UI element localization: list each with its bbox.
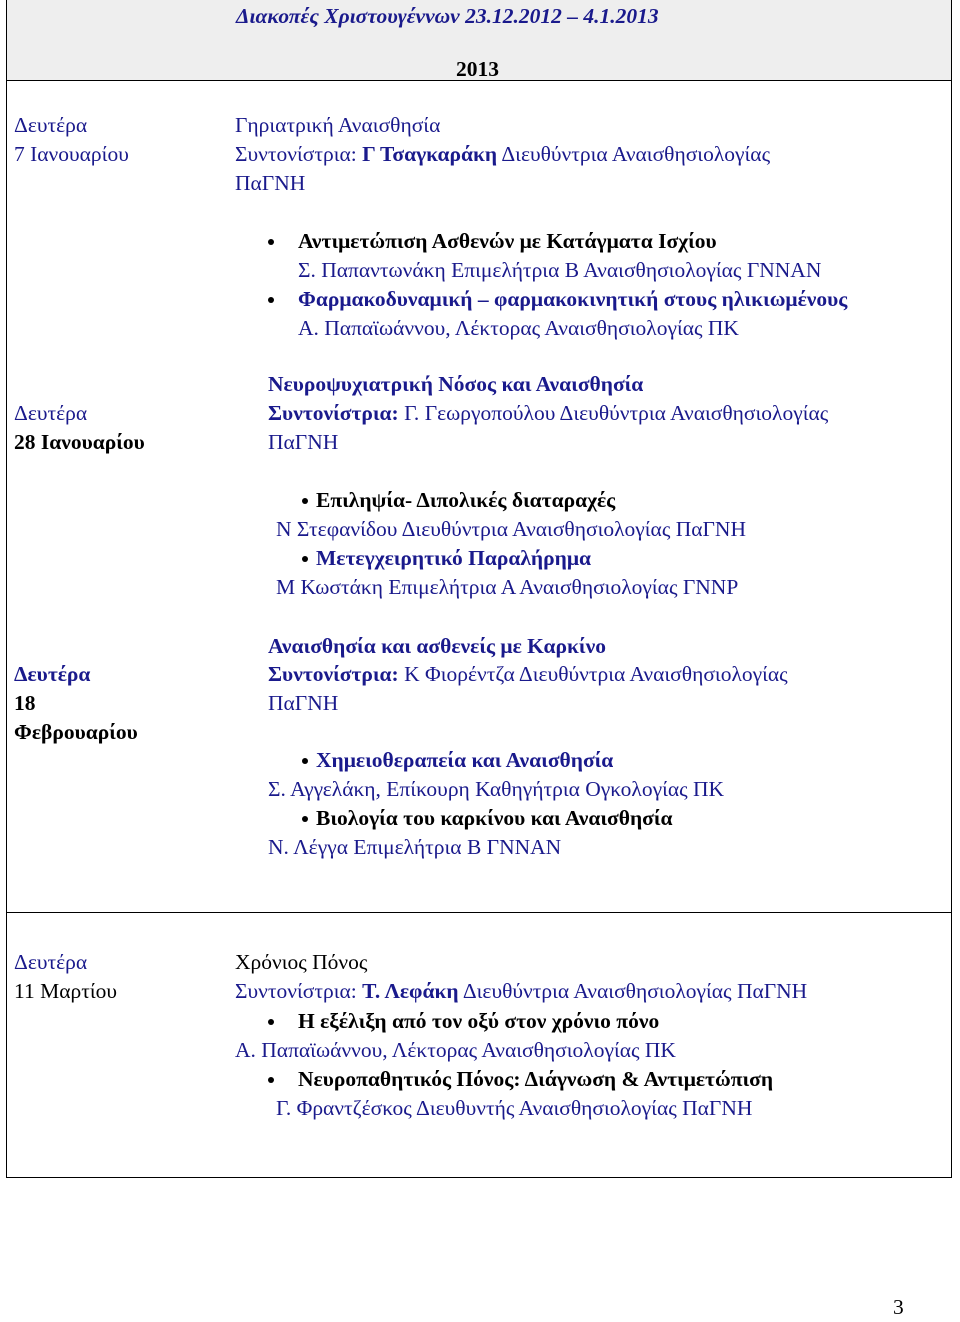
session-coordinator-cont: ΠαΓΝΗ — [268, 691, 339, 715]
session-coordinator-cont: ΠαΓΝΗ — [235, 171, 306, 195]
year-label: 2013 — [456, 57, 499, 81]
session-date: 28 Ιανουαρίου — [14, 430, 145, 454]
talk-speaker: Ν Στεφανίδου Διευθύντρια Αναισθησιολογίας ΠαΓΝΗ — [276, 517, 746, 541]
talk-title: Φαρμακοδυναμική – φαρμακοκινητική στους ηλικιωμένους — [298, 285, 847, 314]
session-day: Δευτέρα — [14, 401, 88, 425]
session-date-month: Φεβρουαρίου — [14, 720, 138, 744]
talk-title: Η εξέλιξη από τον οξύ στον χρόνιο πόνο — [298, 1007, 659, 1036]
row-divider — [6, 912, 952, 913]
session-coordinator: Συντονίστρια: Γ. Γεωργοπούλου Διευθύντρια Αναισθησιολογίας — [268, 401, 829, 425]
talk-speaker: Σ. Παπαντωνάκη Επιμελήτρια Β Αναισθησιολογίας ΓΝΝΑΝ — [298, 258, 822, 282]
talk-title: Βιολογία του καρκίνου και Αναισθησία — [316, 804, 673, 833]
session-topic: Γηριατρική Αναισθησία — [235, 113, 441, 137]
page-number: 3 — [893, 1295, 904, 1319]
talk-speaker: Μ Κωστάκη Επιμελήτρια Α Αναισθησιολογίας ΓΝΝΡ — [276, 575, 739, 599]
talk-speaker: Α. Παπαϊωάννου, Λέκτορας Αναισθησιολογίας ΠΚ — [298, 316, 739, 340]
session-topic: Χρόνιος Πόνος — [235, 950, 368, 974]
session-topic: Αναισθησία και ασθενείς με Καρκίνο — [268, 634, 606, 658]
talk-title: Επιληψία- Διπολικές διαταραχές — [316, 486, 615, 515]
session-date: 7 Ιανουαρίου — [14, 142, 129, 166]
holiday-title: Διακοπές Χριστουγέννων 23.12.2012 – 4.1.2013 — [236, 4, 659, 28]
talk-speaker: Γ. Φραντζέσκος Διευθυντής Αναισθησιολογίας ΠαΓΝΗ — [276, 1096, 753, 1120]
session-date: 11 Μαρτίου — [14, 979, 118, 1003]
talk-title: Χημειοθεραπεία και Αναισθησία — [316, 746, 613, 775]
session-coordinator-cont: ΠαΓΝΗ — [268, 430, 339, 454]
session-date-number: 18 — [14, 691, 36, 715]
talk-speaker: Σ. Αγγελάκη, Επίκουρη Καθηγήτρια Ογκολογίας ΠΚ — [268, 777, 725, 801]
session-day: Δευτέρα — [14, 113, 88, 137]
session-coordinator: Συντονίστρια: Κ Φιορέντζα Διευθύντρια Αναισθησιολογίας — [268, 662, 788, 686]
talk-title: Νευροπαθητικός Πόνος: Διάγνωση & Αντιμετώπιση — [298, 1065, 773, 1094]
talk-speaker: Ν. Λέγγα Επιμελήτρια Β ΓΝΝΑΝ — [268, 835, 562, 859]
session-coordinator: Συντονίστρια: Γ Τσαγκαράκη Διευθύντρια Αναισθησιολογίας — [235, 142, 771, 166]
talk-speaker: Α. Παπαϊωάννου, Λέκτορας Αναισθησιολογίας ΠΚ — [235, 1038, 676, 1062]
session-day: Δευτέρα — [14, 662, 91, 686]
session-coordinator: Συντονίστρια: Τ. Λεφάκη Διευθύντρια Αναισθησιολογίας ΠαΓΝΗ — [235, 979, 808, 1003]
session-topic: Νευροψυχιατρική Νόσος και Αναισθησία — [268, 372, 644, 396]
talk-title: Μετεγχειρητικό Παραλήρημα — [316, 544, 591, 573]
talk-title: Αντιμετώπιση Ασθενών με Κατάγματα Ισχίου — [298, 227, 717, 256]
session-day: Δευτέρα — [14, 950, 88, 974]
